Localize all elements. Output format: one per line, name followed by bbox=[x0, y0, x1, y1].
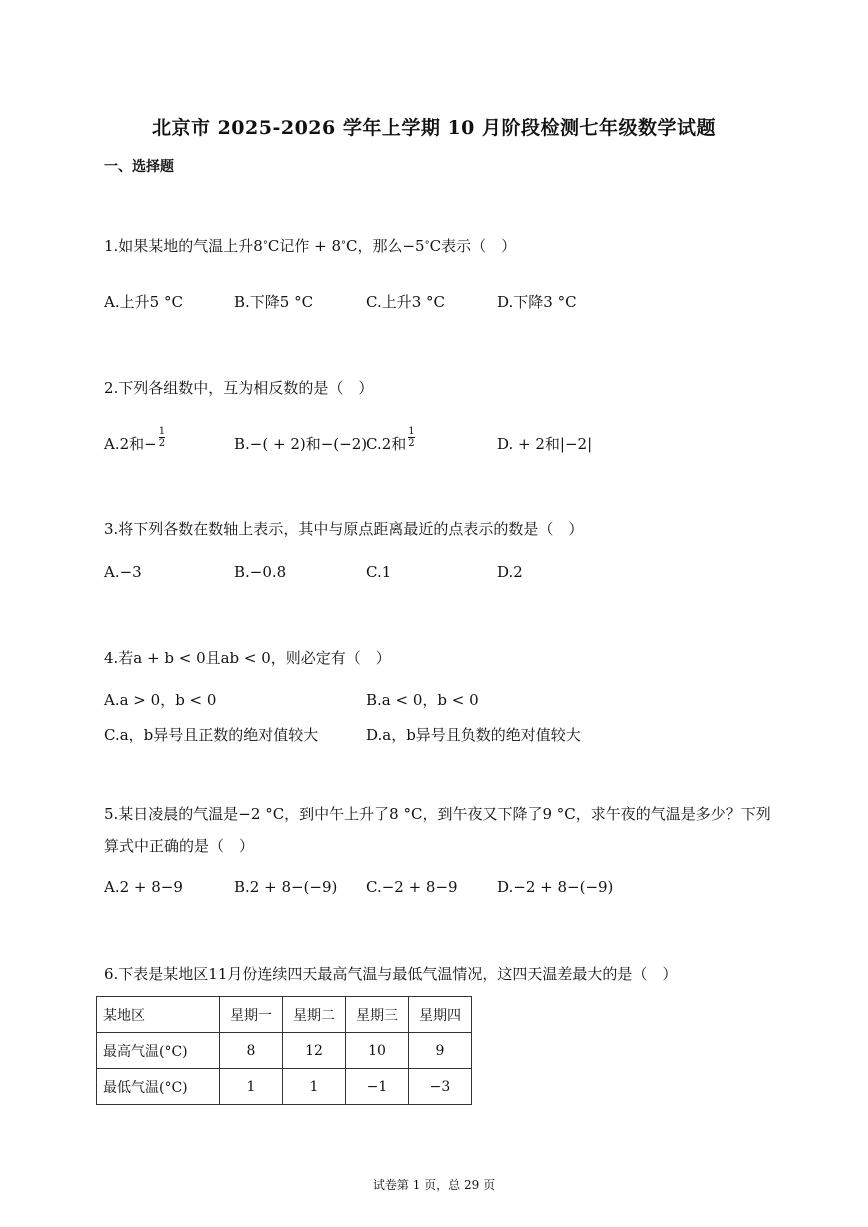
question-5-stem-line2: 算式中正确的是（ ） bbox=[104, 837, 255, 855]
table-row bbox=[97, 1033, 472, 1069]
q2-option-c: C.2和 $\frac{1}{2}$ bbox=[366, 425, 415, 453]
table-header-cell: 某地区 bbox=[97, 997, 220, 1033]
table-header-cell: 星期二 bbox=[283, 997, 346, 1033]
table-header-cell: 星期四 bbox=[409, 997, 472, 1033]
q1-option-d: D.下降3 °C bbox=[497, 293, 577, 311]
q4-option-b: B.a < 0，b < 0 bbox=[366, 691, 479, 709]
fraction: $\frac{1}{2}$ bbox=[408, 425, 415, 449]
q4-option-c: C.a，b异号且正数的绝对值较大 bbox=[104, 726, 319, 744]
table-cell: 1 bbox=[220, 1069, 283, 1105]
table-cell: 1 bbox=[283, 1069, 346, 1105]
question-6-stem: 6.下表是某地区11月份连续四天最高气温与最低气温情况，这四天温差最大的是（ ） bbox=[104, 965, 678, 983]
table-header-cell: 星期一 bbox=[220, 997, 283, 1033]
temperature-table bbox=[96, 996, 472, 1105]
table-cell: 9 bbox=[409, 1033, 472, 1069]
q2-option-d: D. + 2和|−2| bbox=[497, 435, 593, 453]
page-title: 北京市 2025-2026 学年上学期 10 月阶段检测七年级数学试题 bbox=[151, 117, 717, 139]
q3-option-d: D.2 bbox=[497, 563, 523, 581]
question-3-stem: 3.将下列各数在数轴上表示，其中与原点距离最近的点表示的数是（ ） bbox=[104, 520, 584, 538]
q1-option-b: B.下降5 °C bbox=[234, 293, 314, 311]
table-header-cell: 星期三 bbox=[346, 997, 409, 1033]
question-1-stem: 1.如果某地的气温上升8°C记作 + 8°C，那么−5°C表示（ ） bbox=[104, 237, 517, 255]
section-title: 一、选择题 bbox=[104, 159, 174, 175]
table-row bbox=[97, 1069, 472, 1105]
question-4-stem: 4.若a + b < 0且ab < 0，则必定有（ ） bbox=[104, 649, 391, 667]
q3-option-a: A.−3 bbox=[104, 563, 142, 581]
q4-option-d: D.a，b异号且负数的绝对值较大 bbox=[366, 726, 581, 744]
table-cell: 8 bbox=[220, 1033, 283, 1069]
q2-option-a: A.2和− $\frac{1}{2}$ bbox=[104, 425, 166, 453]
q5-option-c: C.−2 + 8−9 bbox=[366, 878, 458, 896]
table-cell: 12 bbox=[283, 1033, 346, 1069]
table-row-label: 最高气温(°C) bbox=[97, 1033, 220, 1069]
table-row-label: 最低气温(°C) bbox=[97, 1069, 220, 1105]
question-2-stem: 2.下列各组数中，互为相反数的是（ ） bbox=[104, 379, 374, 397]
q1-option-a: A.上升5 °C bbox=[104, 293, 183, 311]
table-cell: −1 bbox=[346, 1069, 409, 1105]
table-cell: −3 bbox=[409, 1069, 472, 1105]
q4-option-a: A.a > 0，b < 0 bbox=[104, 691, 217, 709]
q5-option-d: D.−2 + 8−(−9) bbox=[497, 878, 614, 896]
q3-option-c: C.1 bbox=[366, 563, 392, 581]
table-cell: 10 bbox=[346, 1033, 409, 1069]
q1-option-c: C.上升3 °C bbox=[366, 293, 446, 311]
q2-option-b: B.−( + 2)和−(−2) bbox=[234, 435, 368, 453]
question-5-stem-line1: 5.某日凌晨的气温是−2 °C，到中午上升了8 °C，到午夜又下降了9 °C，求午夜的气温是多少？下列 bbox=[104, 805, 771, 823]
page-footer: 试卷第 1 页，总 29 页 bbox=[372, 1178, 496, 1192]
fraction: $\frac{1}{2}$ bbox=[158, 425, 166, 449]
table-header-row bbox=[97, 997, 472, 1033]
q5-option-a: A.2 + 8−9 bbox=[104, 878, 183, 896]
q3-option-b: B.−0.8 bbox=[234, 563, 287, 581]
q5-option-b: B.2 + 8−(−9) bbox=[234, 878, 338, 896]
